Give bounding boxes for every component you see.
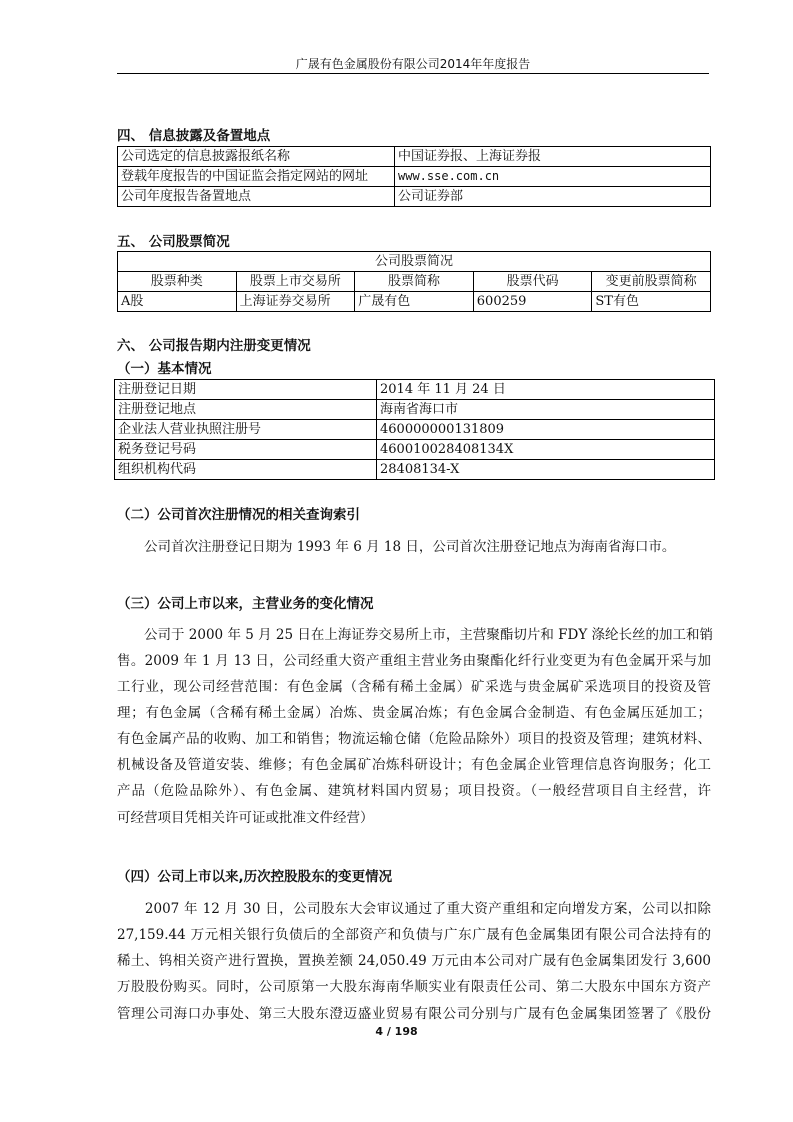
cell: ST有色 xyxy=(592,292,711,312)
table-row xyxy=(118,187,711,207)
column-header: 股票简称 xyxy=(355,272,474,292)
cell-label: 注册登记日期 xyxy=(115,380,377,400)
table-row xyxy=(115,460,715,480)
cell-value: 2014 年 11 月 24 日 xyxy=(377,380,715,400)
table-row xyxy=(115,400,715,420)
table-row xyxy=(115,440,715,460)
paragraph-line: 有色金属产品的收购、加工和销售；物流运输仓储（危险品除外）项目的投资及管理；建筑材料、 xyxy=(117,731,711,747)
cell-label: 组织机构代码 xyxy=(115,460,377,480)
paragraph-line: 27,159.44 万元相关银行负债后的全部资产和负债与广东广晟有色金属集团有限公司合法持有的 xyxy=(117,927,711,943)
table-row xyxy=(118,167,711,187)
table-header-row xyxy=(118,272,711,292)
stock-table xyxy=(117,251,711,312)
paragraph-line: 管理公司海口办事处、第三大股东澄迈盛业贸易有限公司分别与广晟有色金属集团签署了《股份 xyxy=(117,1006,711,1022)
column-header: 股票代码 xyxy=(473,272,592,292)
table-title-row xyxy=(118,252,711,272)
column-header: 变更前股票简称 xyxy=(592,272,711,292)
column-header: 股票上市交易所 xyxy=(236,272,355,292)
cell-label: 税务登记号码 xyxy=(115,440,377,460)
sub4-heading: （四）公司上市以来,历次控股股东的变更情况 xyxy=(117,869,393,885)
cell: A股 xyxy=(118,292,237,312)
sub2-heading: （二）公司首次注册情况的相关查询索引 xyxy=(117,507,360,523)
table-title: 公司股票简况 xyxy=(118,252,711,272)
cell-value: 28408134-X xyxy=(377,460,715,480)
cell-label: 企业法人营业执照注册号 xyxy=(115,420,377,440)
cell-label: 注册登记地点 xyxy=(115,400,377,420)
table-row xyxy=(118,292,711,312)
header-rule xyxy=(117,73,709,74)
table-row xyxy=(118,147,711,167)
paragraph-line: 公司于 2000 年 5 月 25 日在上海证券交易所上市，主营聚酯切片和 FDY 涤纶长丝的加工和销 xyxy=(117,627,714,643)
paragraph-line: 公司首次注册登记日期为 1993 年 6 月 18 日，公司首次注册登记地点为海南省海口市。 xyxy=(117,539,676,555)
paragraph-line: 产品（危险品除外）、有色金属、建筑材料国内贸易；项目投资。（一般经营项目自主经营，许 xyxy=(117,783,711,799)
page-number: 4 / 198 xyxy=(375,1025,418,1038)
paragraph-line: 可经营项目凭相关许可证或批准文件经营） xyxy=(117,810,374,826)
cell-label: 登载年度报告的中国证监会指定网站的网址 xyxy=(118,167,395,187)
cell: 600259 xyxy=(473,292,592,312)
cell: 广晟有色 xyxy=(355,292,474,312)
cell-value: 460010028408134X xyxy=(377,440,715,460)
running-header: 广晟有色金属股份有限公司2014年年度报告 xyxy=(295,57,531,71)
cell-label: 公司年度报告备置地点 xyxy=(118,187,395,207)
cell-value: 海南省海口市 xyxy=(377,400,715,420)
cell-value: www.sse.com.cn xyxy=(395,167,711,187)
section-6-heading: 六、 公司报告期内注册变更情况 xyxy=(117,338,311,354)
paragraph-line: 理；有色金属（含稀有稀土金属）冶炼、贵金属冶炼；有色金属合金制造、有色金属压延加工； xyxy=(117,705,711,721)
table-row xyxy=(115,420,715,440)
cell-value: 公司证券部 xyxy=(395,187,711,207)
cell-value: 460000000131809 xyxy=(377,420,715,440)
cell: 上海证券交易所 xyxy=(236,292,355,312)
disclosure-table xyxy=(117,146,711,207)
paragraph-line: 2007 年 12 月 30 日，公司股东大会审议通过了重大资产重组和定向增发方案，公司以扣除 xyxy=(117,901,711,917)
sub1-heading: （一）基本情况 xyxy=(117,361,212,377)
paragraph-line: 售。2009 年 1 月 13 日，公司经重大资产重组主营业务由聚酯化纤行业变更为有色金属开采与加 xyxy=(117,653,711,669)
table-row xyxy=(115,380,715,400)
section-4-heading: 四、 信息披露及备置地点 xyxy=(117,128,271,144)
paragraph-line: 工行业，现公司经营范围：有色金属（含稀有稀土金属）矿采选与贵金属矿采选项目的投资及管 xyxy=(117,679,711,695)
sub3-heading: （三）公司上市以来，主营业务的变化情况 xyxy=(117,596,374,612)
paragraph-line: 稀土、钨相关资产进行置换，置换差额 24,050.49 万元由本公司对广晟有色金属集团发行 3,600 xyxy=(117,953,711,969)
paragraph-line: 万股股份购买。同时，公司原第一大股东海南华顺实业有限责任公司、第二大股东中国东方资产 xyxy=(117,979,711,995)
registration-table xyxy=(114,379,715,480)
section-5-heading: 五、 公司股票简况 xyxy=(117,234,230,250)
paragraph-line: 机械设备及管道安装、维修；有色金属矿冶炼科研设计；有色金属企业管理信息咨询服务；化工 xyxy=(117,757,711,773)
cell-value: 中国证券报、上海证券报 xyxy=(395,147,711,167)
cell-label: 公司选定的信息披露报纸名称 xyxy=(118,147,395,167)
column-header: 股票种类 xyxy=(118,272,237,292)
